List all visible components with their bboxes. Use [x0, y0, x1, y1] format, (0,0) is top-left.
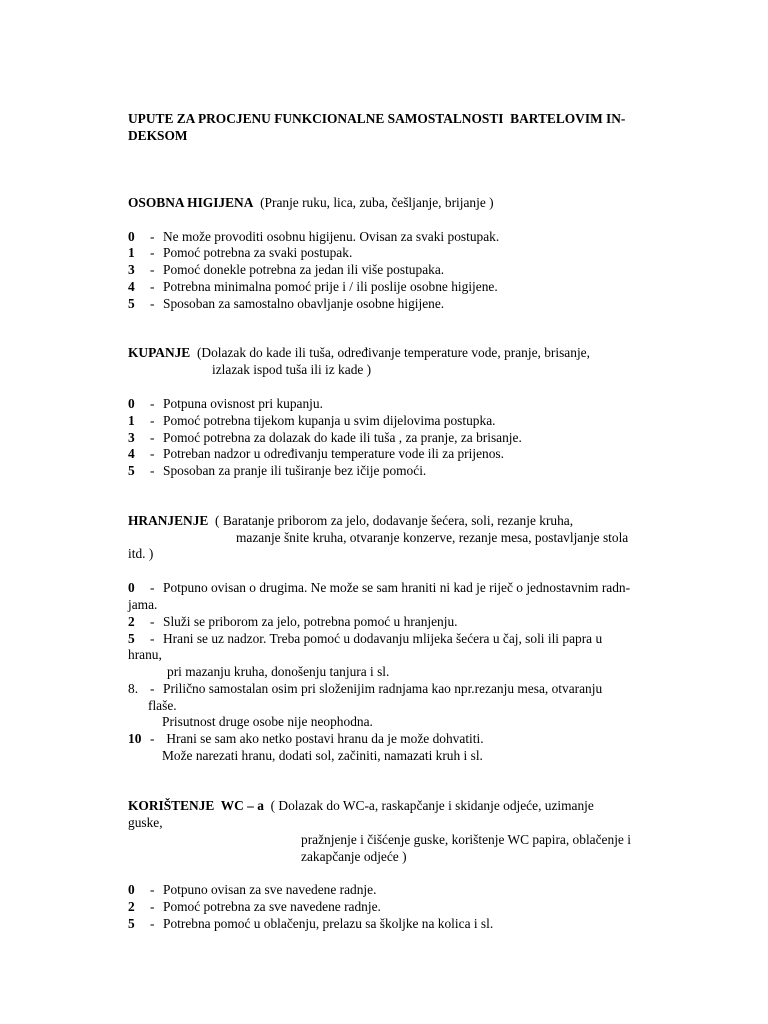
item-score: 2 — [128, 899, 135, 914]
item-score: 3 — [128, 430, 135, 445]
item-text-cont: hranu, — [128, 647, 162, 662]
item-score: 8. — [128, 681, 139, 696]
section-description-cont: mazanje šnite kruha, otvaranje konzerve, rezanje mesa, postavljanje stola — [236, 530, 629, 545]
section-heading-line — [128, 345, 590, 362]
item-dash: - — [150, 430, 155, 445]
item-text: Potrebna minimalna pomoć prije i / ili poslije osobne higijene. — [163, 279, 498, 294]
item-dash: - — [150, 229, 155, 244]
item-score: 0 — [128, 229, 135, 244]
section-description: ( Dolazak do WC-a, raskapčanje i skidanje odjeće, uzimanje — [263, 798, 594, 813]
item-dash: - — [150, 731, 155, 746]
item-score: 5 — [128, 631, 135, 646]
section-description: (Pranje ruku, lica, zuba, češljanje, brijanje ) — [253, 195, 494, 210]
item-text: Prilično samostalan osim pri složenijim radnjama kao npr.rezanju mesa, otvaranju — [163, 681, 603, 696]
item-dash: - — [150, 245, 155, 260]
item-dash: - — [150, 916, 155, 931]
section-description-cont: guske, — [128, 815, 163, 830]
section-description-cont: izlazak ispod tuša ili iz kade ) — [212, 362, 372, 377]
document-title-line-1: UPUTE ZA PROCJENU FUNKCIONALNE SAMOSTALNOSTI BARTELOVIM IN- — [128, 111, 626, 126]
item-score: 1 — [128, 245, 135, 260]
item-text: Ne može provoditi osobnu higijenu. Ovisan za svaki postupak. — [163, 229, 500, 244]
section-description-cont: pražnjenje i čišćenje guske, korištenje WC papira, oblačenje i — [301, 832, 631, 847]
item-dash: - — [150, 463, 155, 478]
item-text: Pomoć potrebna za dolazak do kade ili tuša , za pranje, za brisanje. — [163, 430, 522, 445]
section-heading-line — [128, 513, 573, 530]
section-heading-line — [128, 195, 494, 212]
document-title-line-2: DEKSOM — [128, 128, 188, 143]
item-text: Sposoban za samostalno obavljanje osobne higijene. — [163, 296, 445, 311]
item-text: Potpuna ovisnost pri kupanju. — [163, 396, 323, 411]
item-dash: - — [150, 279, 155, 294]
item-dash: - — [150, 580, 155, 595]
item-text-cont: pri mazanju kruha, donošenju tanjura i sl. — [167, 664, 390, 679]
section-heading: OSOBNA HIGIJENA — [128, 195, 254, 210]
section-heading-line — [128, 798, 594, 815]
item-text-cont: Može narezati hranu, dodati sol, začiniti, namazati kruh i sl. — [162, 748, 483, 763]
item-text-cont: jama. — [128, 597, 158, 612]
item-score: 0 — [128, 580, 135, 595]
item-dash: - — [150, 882, 155, 897]
item-text-cont: flaše. — [148, 698, 177, 713]
item-text: Pomoć potrebna za sve navedene radnje. — [163, 899, 381, 914]
section-description: (Dolazak do kade ili tuša, određivanje temperature vode, pranje, brisanje, — [190, 345, 590, 360]
item-dash: - — [150, 396, 155, 411]
section-heading: KUPANJE — [128, 345, 191, 360]
item-text: Sposoban za pranje ili tuširanje bez ičije pomoći. — [163, 463, 427, 478]
item-dash: - — [150, 614, 155, 629]
item-score: 4 — [128, 446, 135, 461]
section-heading: KORIŠTENJE WC – a — [128, 798, 264, 813]
item-text: Hrani se uz nadzor. Treba pomoć u dodavanju mlijeka šećera u čaj, soli ili papra u — [163, 631, 603, 646]
item-score: 10 — [128, 731, 142, 746]
item-dash: - — [150, 262, 155, 277]
item-score: 3 — [128, 262, 135, 277]
item-dash: - — [150, 296, 155, 311]
item-score: 5 — [128, 916, 135, 931]
item-text: Potreban nadzor u određivanju temperature vode ili za prijenos. — [163, 446, 504, 461]
item-text-cont: Prisutnost druge osobe nije neophodna. — [162, 714, 373, 729]
section-description-cont: zakapčanje odjeće ) — [301, 849, 407, 864]
item-text: Pomoć potrebna za svaki postupak. — [163, 245, 353, 260]
item-dash: - — [150, 899, 155, 914]
item-dash: - — [150, 413, 155, 428]
section-description-cont: itd. ) — [128, 546, 154, 561]
item-dash: - — [150, 681, 155, 696]
item-score: 5 — [128, 463, 135, 478]
item-dash: - — [150, 631, 155, 646]
item-score: 2 — [128, 614, 135, 629]
item-text: Pomoć donekle potrebna za jedan ili više postupaka. — [163, 262, 445, 277]
item-text: Pomoć potrebna tijekom kupanja u svim dijelovima postupka. — [163, 413, 496, 428]
item-score: 0 — [128, 882, 135, 897]
item-text: Potrebna pomoć u oblačenju, prelazu sa školjke na kolica i sl. — [163, 916, 494, 931]
item-text: Potpuno ovisan za sve navedene radnje. — [163, 882, 377, 897]
item-score: 0 — [128, 396, 135, 411]
item-score: 5 — [128, 296, 135, 311]
item-dash: - — [150, 446, 155, 461]
section-description: ( Baratanje priborom za jelo, dodavanje šećera, soli, rezanje kruha, — [208, 513, 574, 528]
item-text: Potpuno ovisan o drugima. Ne može se sam hraniti ni kad je riječ o jednostavnim radn- — [163, 580, 631, 595]
item-text: Služi se priborom za jelo, potrebna pomoć u hranjenju. — [163, 614, 458, 629]
item-text: Hrani se sam ako netko postavi hranu da je može dohvatiti. — [163, 731, 484, 746]
item-score: 1 — [128, 413, 135, 428]
section-heading: HRANJENJE — [128, 513, 209, 528]
item-score: 4 — [128, 279, 135, 294]
